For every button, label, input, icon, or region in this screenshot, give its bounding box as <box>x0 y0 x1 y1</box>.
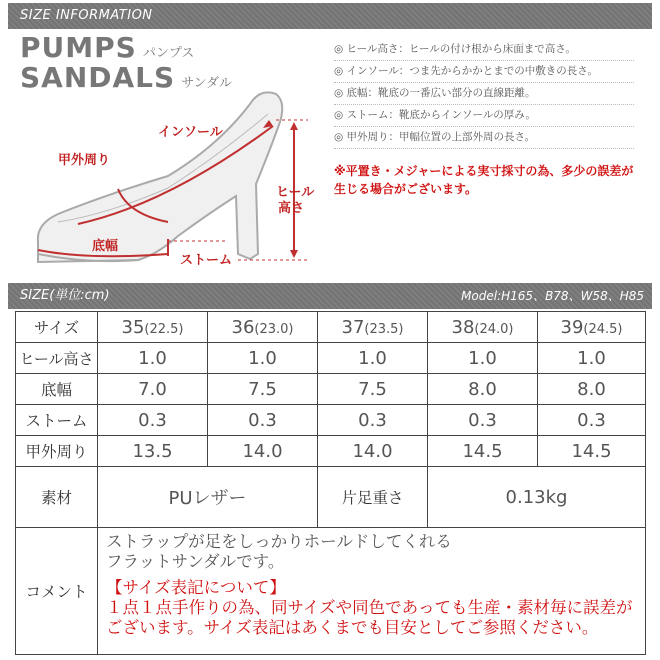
table-cell: 1.0 <box>538 343 646 374</box>
table-cell: 14.0 <box>208 436 318 467</box>
size-cell <box>538 312 646 343</box>
table-cell: 0.3 <box>98 405 208 436</box>
size-num: 38 <box>451 316 475 338</box>
definition-item: ◎ インソール：つま先からかかとまでの中敷きの長さ。 <box>334 61 634 83</box>
table-row <box>16 436 646 467</box>
table-cell: 0.3 <box>208 405 318 436</box>
table-cell: 7.0 <box>98 374 208 405</box>
table-cell: 1.0 <box>318 343 428 374</box>
size-bar <box>8 283 652 309</box>
comment-line: フラットサンダルです。 <box>106 552 285 571</box>
table-cell: 0.3 <box>318 405 428 436</box>
material-label: 素材 <box>16 467 98 528</box>
section-title-bar <box>8 3 652 29</box>
table-cell: 14.5 <box>428 436 538 467</box>
size-cell <box>428 312 538 343</box>
table-cell: 0.3 <box>538 405 646 436</box>
size-table <box>15 311 646 655</box>
pumps-en: PUMPS <box>20 31 137 64</box>
label-insole: インソール <box>158 125 223 140</box>
size-cm: (24.0) <box>474 321 514 337</box>
comment-label: コメント <box>16 528 98 655</box>
pumps-jp: パンプス <box>142 46 195 61</box>
row-label: 底幅 <box>16 374 98 405</box>
comment-line: ストラップが足をしっかりホールドしてくれる <box>106 532 452 551</box>
size-num: 35 <box>121 316 145 338</box>
label-width: 底幅 <box>92 239 119 254</box>
definition-item: ◎ 甲外周り：甲幅位置の上部外周の長さ。 <box>334 127 634 149</box>
size-cm: (22.5) <box>144 321 184 337</box>
diagram-panel <box>8 29 652 283</box>
sandals-en: SANDALS <box>20 61 176 94</box>
comment-row <box>16 528 646 655</box>
comment-warning: １点１点手作りの為、同サイズや同色であっても生産・素材毎に誤差がございます。サイズ表記はあくまでも目安としてご参照ください。 <box>106 598 633 637</box>
definitions-list <box>334 39 634 149</box>
table-cell: 7.5 <box>208 374 318 405</box>
weight-label: 片足重さ <box>318 467 428 528</box>
size-cell <box>318 312 428 343</box>
table-cell: 14.5 <box>538 436 646 467</box>
pumps-heading <box>20 31 194 64</box>
table-row <box>16 343 646 374</box>
table-cell: 8.0 <box>428 374 538 405</box>
label-instep: 甲外周り <box>58 153 111 168</box>
row-label: 甲外周り <box>16 436 98 467</box>
label-stome: ストーム <box>180 253 233 268</box>
shoe-outline <box>38 92 282 262</box>
table-cell: 0.3 <box>428 405 538 436</box>
measurement-note: ※平置き・メジャーによる実寸採寸の為、多少の誤差が生じる場合がございます。 <box>334 164 634 196</box>
size-cell <box>98 312 208 343</box>
size-label: サイズ <box>16 312 98 343</box>
unit-label: SIZE(単位:cm) <box>20 288 110 303</box>
section-title: SIZE INFORMATION <box>20 8 153 23</box>
sandals-jp: サンダル <box>181 76 233 91</box>
row-label: ストーム <box>16 405 98 436</box>
size-num: 37 <box>341 316 365 338</box>
size-cm: (23.5) <box>364 321 404 337</box>
size-cm: (23.0) <box>254 321 294 337</box>
definition-item: ◎ ストーム：靴底からインソールの厚み。 <box>334 105 634 127</box>
row-label: ヒール高さ <box>16 343 98 374</box>
table-cell: 7.5 <box>318 374 428 405</box>
comment-body <box>98 528 646 655</box>
table-cell: 1.0 <box>98 343 208 374</box>
table-cell: 1.0 <box>428 343 538 374</box>
size-num: 36 <box>231 316 255 338</box>
size-cell <box>208 312 318 343</box>
shoe-diagram <box>18 64 328 274</box>
table-row <box>16 312 646 343</box>
table-cell: 1.0 <box>208 343 318 374</box>
table-cell: 13.5 <box>98 436 208 467</box>
model-label: Model:H165、B78、W58、H85 <box>461 289 644 303</box>
material-row <box>16 467 646 528</box>
label-heel2: 高さ <box>278 201 305 216</box>
table-row <box>16 374 646 405</box>
label-heel: ヒール <box>276 185 315 200</box>
table-row <box>16 405 646 436</box>
definition-item: ◎ ヒール高さ：ヒールの付け根から床面まで高さ。 <box>334 39 634 61</box>
size-num: 39 <box>560 316 584 338</box>
size-cm: (24.5) <box>583 321 623 337</box>
table-cell: 8.0 <box>538 374 646 405</box>
material-value: PUレザー <box>98 467 318 528</box>
definition-item: ◎ 底幅：靴底の一番広い部分の直線距離。 <box>334 83 634 105</box>
table-cell: 14.0 <box>318 436 428 467</box>
comment-heading: 【サイズ表記について】 <box>106 578 286 597</box>
weight-value: 0.13kg <box>428 467 646 528</box>
